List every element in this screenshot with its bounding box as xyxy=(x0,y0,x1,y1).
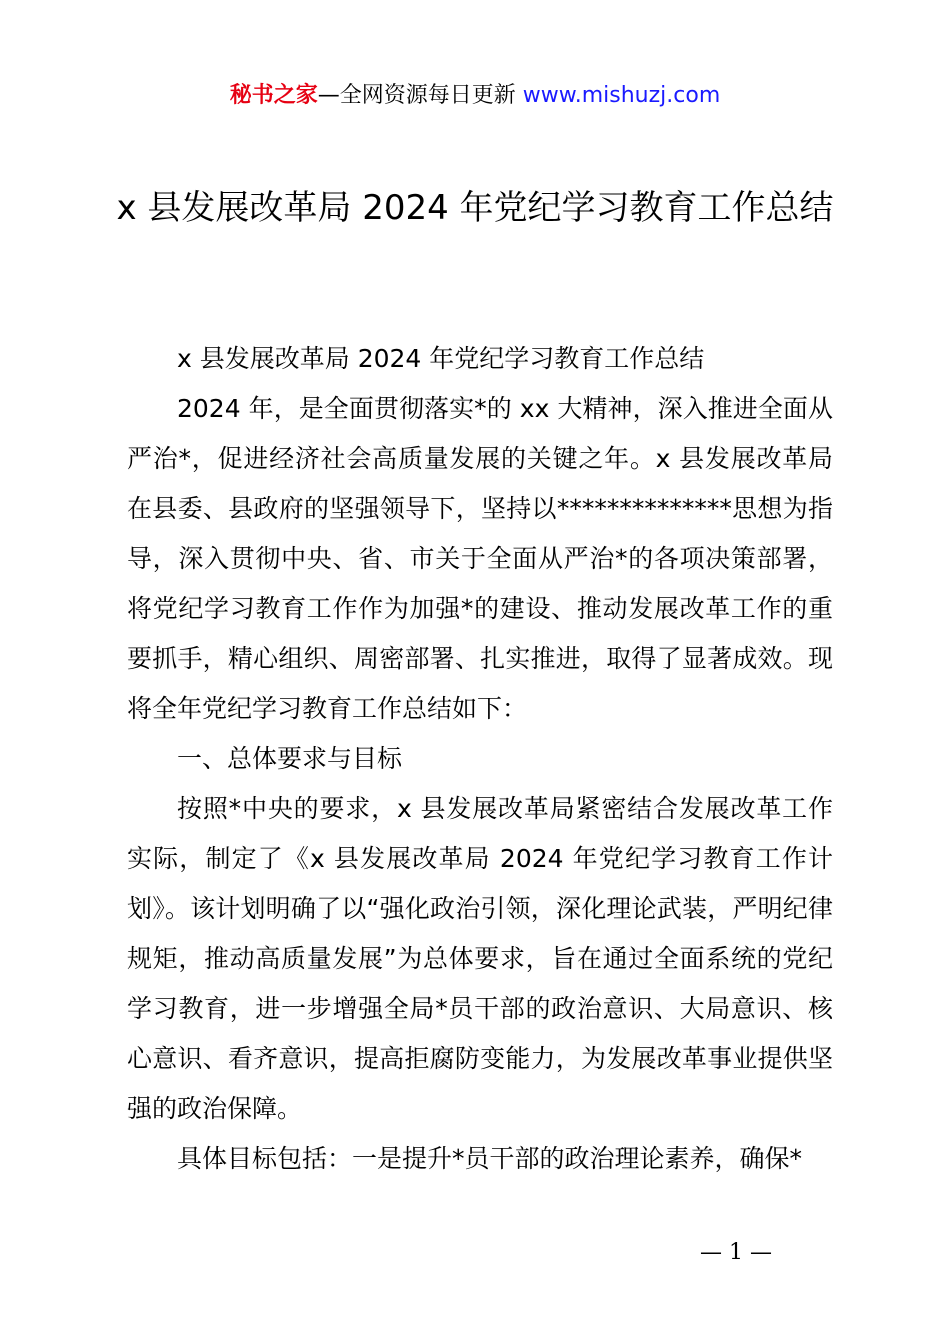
site-url[interactable]: www.mishuzj.com xyxy=(522,83,721,108)
page-number: — 1 — xyxy=(700,1240,772,1265)
paragraph-intro: 2024 年，是全面贯彻落实*的 xx 大精神，深入推进全面从严治*，促进经济社会高质量发展的关键之年。x 县发展改革局在县委、县政府的坚强领导下，坚持以**************思想为指导，深入贯彻中央、省、市关于全面从严治*的各项决策部署，将党纪学习教育工作作为加强*的建设、推动发展改革工作的重要抓手，精心组织、周密部署、扎实推进，取得了显著成效。现将全年党纪学习教育工作总结如下： xyxy=(127,394,833,723)
paragraph-goals: 具体目标包括：一是提升*员干部的政治理论素养，确保* xyxy=(177,1144,803,1173)
site-tagline: —全网资源每日更新 xyxy=(317,83,523,108)
section-heading: 一、总体要求与目标 xyxy=(177,744,403,773)
site-header xyxy=(0,80,950,112)
paragraph-requirements: 按照*中央的要求，x 县发展改革局紧密结合发展改革工作实际，制定了《x 县发展改革局 2024 年党纪学习教育工作计划》。该计划明确了以“强化政治引领，深化理论武装，严明纪律规矩，推动高质量发展”为总体要求，旨在通过全面系统的党纪学习教育，进一步增强全局*员干部的政治意识、大局意识、核心意识、看齐意识，提高拒腐防变能力，为发展改革事业提供坚强的政治保障。 xyxy=(127,794,833,1123)
document-title: x 县发展改革局 2024 年党纪学习教育工作总结 xyxy=(116,188,834,228)
site-brand: 秘书之家 xyxy=(229,83,318,108)
document-body xyxy=(127,334,833,1184)
paragraph-subtitle: x 县发展改革局 2024 年党纪学习教育工作总结 xyxy=(177,344,705,373)
